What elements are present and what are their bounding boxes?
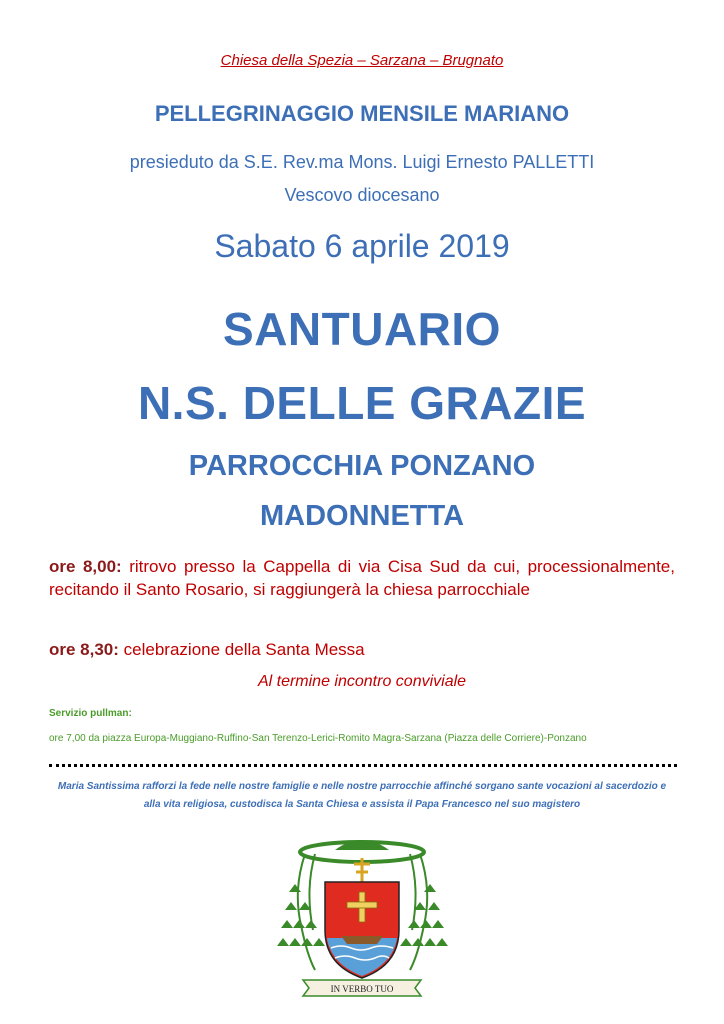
parish-line-2: MADONNETTA <box>259 500 465 532</box>
sanctuary-line-1: SANTUARIO <box>223 303 501 355</box>
presided-by: presieduto da S.E. Rev.ma Mons. Luigi Ernesto PALLETTI <box>129 152 595 172</box>
event-date: Sabato 6 aprile 2019 <box>214 228 510 264</box>
diocese-header: Chiesa della Spezia – Sarzana – Brugnato <box>220 52 504 69</box>
bishop-role: Vescovo diocesano <box>284 185 440 205</box>
schedule-text-1: ritrovo presso la Cappella di via Cisa Sud da cui, processionalmente, recitando il Santo Rosario, si raggiungerà la chiesa parrocchiale <box>49 557 675 599</box>
schedule-time-2: ore 8,30: <box>49 640 119 659</box>
dotted-divider <box>49 764 677 767</box>
coat-of-arms-icon <box>275 830 450 1000</box>
schedule-item-1 <box>49 555 675 601</box>
schedule-text-2: celebrazione della Santa Messa <box>118 640 365 659</box>
sanctuary-line-2: N.S. DELLE GRAZIE <box>137 377 587 429</box>
bus-service-route: ore 7,00 da piazza Europa-Muggiano-Ruffino-San Terenzo-Lerici-Romito Magra-Sarzana (Piazza delle Corriere)-Ponzano <box>49 733 587 744</box>
prayer-text: Maria Santissima rafforzi la fede nelle nostre famiglie e nelle nostre parrocchie affinché sorgano sante vocazioni al sacerdozio e alla vita religiosa, custodisca la Santa Chiesa e assista il Papa Francesco nel suo magistero <box>57 781 667 810</box>
closing-note: Al termine incontro conviviale <box>257 673 467 690</box>
schedule-time-1: ore 8,00: <box>49 557 122 576</box>
schedule-item-2 <box>49 638 675 661</box>
parish-line-1: PARROCCHIA PONZANO <box>188 450 536 482</box>
bus-service-title: Servizio pullman: <box>49 708 132 719</box>
event-title: PELLEGRINAGGIO MENSILE MARIANO <box>154 101 570 126</box>
coat-motto: IN VERBO TUO <box>330 984 394 994</box>
